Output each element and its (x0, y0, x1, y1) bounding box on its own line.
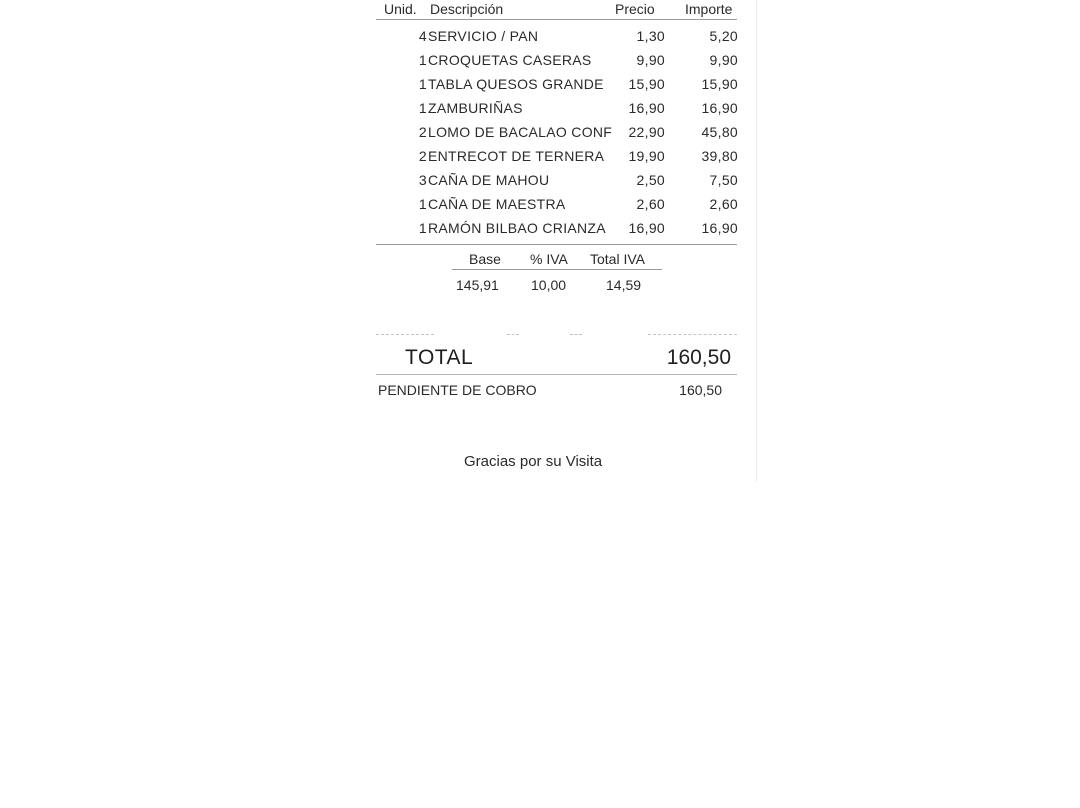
header-descripcion: Descripción (430, 1, 504, 17)
separator-dash (507, 334, 519, 335)
item-amount: 15,90 (701, 76, 738, 92)
total-label: TOTAL (405, 346, 474, 369)
pending-label: PENDIENTE DE COBRO (378, 382, 537, 398)
item-amount: 7,50 (709, 172, 738, 188)
tax-base-value: 145,91 (456, 277, 499, 293)
separator-dash (570, 334, 582, 335)
item-qty: 4 (418, 28, 427, 44)
item-description: SERVICIO / PAN (428, 28, 539, 44)
item-description: CROQUETAS CASERAS (428, 52, 592, 68)
header-importe: Importe (685, 1, 733, 17)
item-price: 2,60 (636, 196, 665, 212)
item-price: 15,90 (628, 76, 665, 92)
item-description: ZAMBURIÑAS (428, 100, 523, 116)
item-amount: 5,20 (709, 28, 738, 44)
item-amount: 16,90 (701, 100, 738, 116)
item-amount: 9,90 (709, 52, 738, 68)
item-description: CAÑA DE MAHOU (428, 172, 550, 188)
item-description: TABLA QUESOS GRANDE (428, 76, 604, 92)
item-qty: 1 (418, 76, 427, 92)
item-qty: 1 (418, 100, 427, 116)
item-description: RAMÓN BILBAO CRIANZA (428, 220, 606, 236)
item-price: 16,90 (628, 100, 665, 116)
header-rule (376, 19, 737, 20)
total-value: 160,50 (666, 346, 731, 369)
tax-base-label: Base (469, 251, 501, 267)
pending-value: 160,50 (679, 382, 722, 398)
item-qty: 2 (418, 148, 427, 164)
item-price: 16,90 (628, 220, 665, 236)
item-price: 1,30 (636, 28, 665, 44)
tax-iva-value: 10,00 (531, 277, 567, 293)
item-amount: 45,80 (701, 124, 738, 140)
header-precio: Precio (615, 1, 655, 17)
item-qty: 1 (418, 220, 427, 236)
item-description: ENTRECOT DE TERNERA (428, 148, 605, 164)
separator-dash (376, 334, 434, 335)
item-amount: 16,90 (701, 220, 738, 236)
item-qty: 3 (418, 172, 427, 188)
item-price: 19,90 (628, 148, 665, 164)
item-price: 9,90 (636, 52, 665, 68)
item-description: CAÑA DE MAESTRA (428, 196, 566, 212)
tax-iva-label: % IVA (530, 251, 568, 267)
item-description: LOMO DE BACALAO CONF (428, 124, 613, 140)
paper-edge (756, 0, 757, 482)
header-unid: Unid. (384, 1, 417, 17)
thanks-message: Gracias por su Visita (464, 453, 603, 470)
items-rule (376, 244, 737, 245)
item-qty: 2 (418, 124, 427, 140)
tax-total-iva-value: 14,59 (606, 277, 642, 293)
tax-rule (452, 269, 662, 270)
item-amount: 2,60 (709, 196, 738, 212)
separator-dash (648, 334, 737, 335)
item-qty: 1 (418, 196, 427, 212)
item-price: 2,50 (636, 172, 665, 188)
total-rule (376, 374, 737, 375)
item-qty: 1 (418, 52, 427, 68)
tax-total-iva-label: Total IVA (590, 251, 645, 267)
item-amount: 39,80 (701, 148, 738, 164)
item-price: 22,90 (628, 124, 665, 140)
